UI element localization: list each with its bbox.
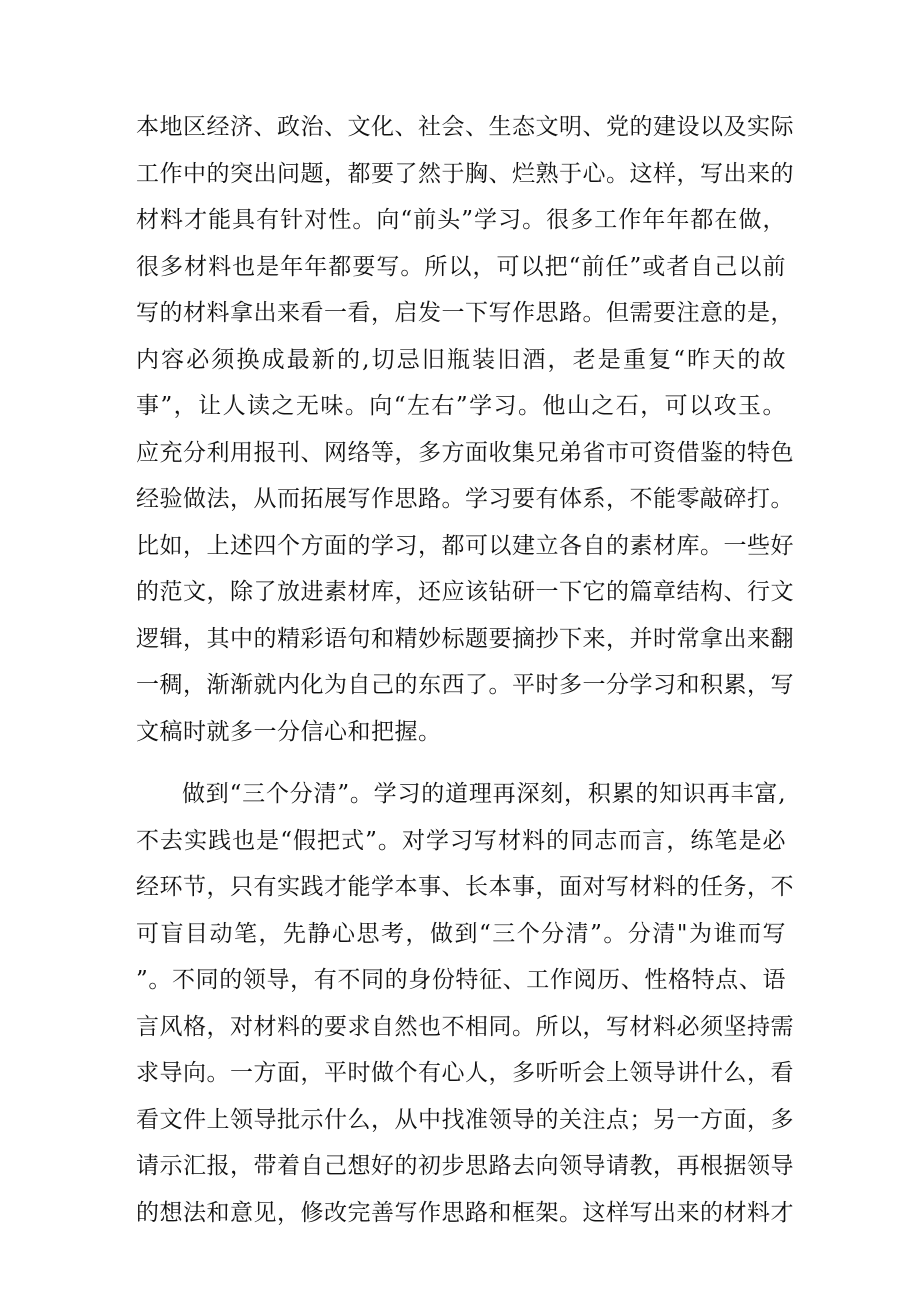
text-line: 工作中的突出问题，都要了然于胸、烂熟于心。这样，写出来的 — [136, 160, 794, 187]
paragraph-1 — [136, 104, 794, 755]
text-line: 事”，让人读之无味。向“左右”学习。他山之石，可以攻玉。 — [136, 393, 786, 419]
text-line: 请示汇报，带着自己想好的初步思路去向领导请教，再根据领导 — [136, 1153, 794, 1179]
text-line: 可盲目动笔，先静心思考，做到“三个分清”。分清"为谁而写 — [136, 920, 786, 947]
document-body — [136, 104, 794, 1252]
text-line: 材料才能具有针对性。向“前头”学习。很多工作年年都在做， — [136, 207, 786, 233]
text-line: 写的材料拿出来看一看，启发一下写作思路。但需要注意的是， — [136, 300, 794, 326]
text-line: 的想法和意见，修改完善写作思路和框架。这样写出来的材料才 — [136, 1199, 794, 1226]
text-line: 不去实践也是“假把式”。对学习写材料的同志而言，练笔是必 — [136, 827, 786, 854]
text-line: 经环节，只有实践才能学本事、长本事，面对写材料的任务，不 — [136, 874, 794, 900]
text-line: 比如，上述四个方面的学习，都可以建立各自的素材库。一些好 — [136, 532, 794, 559]
text-line: ”。不同的领导，有不同的身份特征、工作阅历、性格特点、语 — [136, 967, 786, 993]
text-line: 本地区经济、政治、文化、社会、生态文明、党的建设以及实际 — [136, 114, 794, 140]
text-line: 的范文，除了放进素材库，还应该钻研一下它的篇章结构、行文 — [136, 579, 794, 605]
text-line: 内容必须换成最新的,切忌旧瓶装旧酒，老是重复“昨天的故 — [136, 346, 786, 373]
text-line: 做到“三个分清”。学习的道理再深刻，积累的知识再丰富, — [182, 781, 786, 807]
text-line: 文稿时就多一分信心和把握。 — [136, 718, 442, 745]
text-line: 应充分利用报刊、网络等，多方面收集兄弟省市可资借鉴的特色 — [136, 439, 794, 466]
text-line: 看文件上领导批示什么，从中找准领导的关注点；另一方面，多 — [136, 1106, 794, 1133]
text-line: 言风格，对材料的要求自然也不相同。所以，写材料必须坚持需 — [136, 1013, 794, 1040]
paragraph-2 — [136, 771, 794, 1236]
text-line: 经验做法，从而拓展写作思路。学习要有体系，不能零敲碎打。 — [136, 486, 794, 512]
text-line: 一稠，渐渐就内化为自己的东西了。平时多一分学习和积累，写 — [136, 672, 794, 698]
text-line: 逻辑，其中的精彩语句和精妙标题要摘抄下来，并时常拿出来翻 — [136, 625, 794, 652]
text-line: 很多材料也是年年都要写。所以，可以把“前任”或者自己以前 — [136, 253, 786, 280]
text-line: 求导向。一方面，平时做个有心人，多听听会上领导讲什么，看 — [136, 1060, 794, 1086]
